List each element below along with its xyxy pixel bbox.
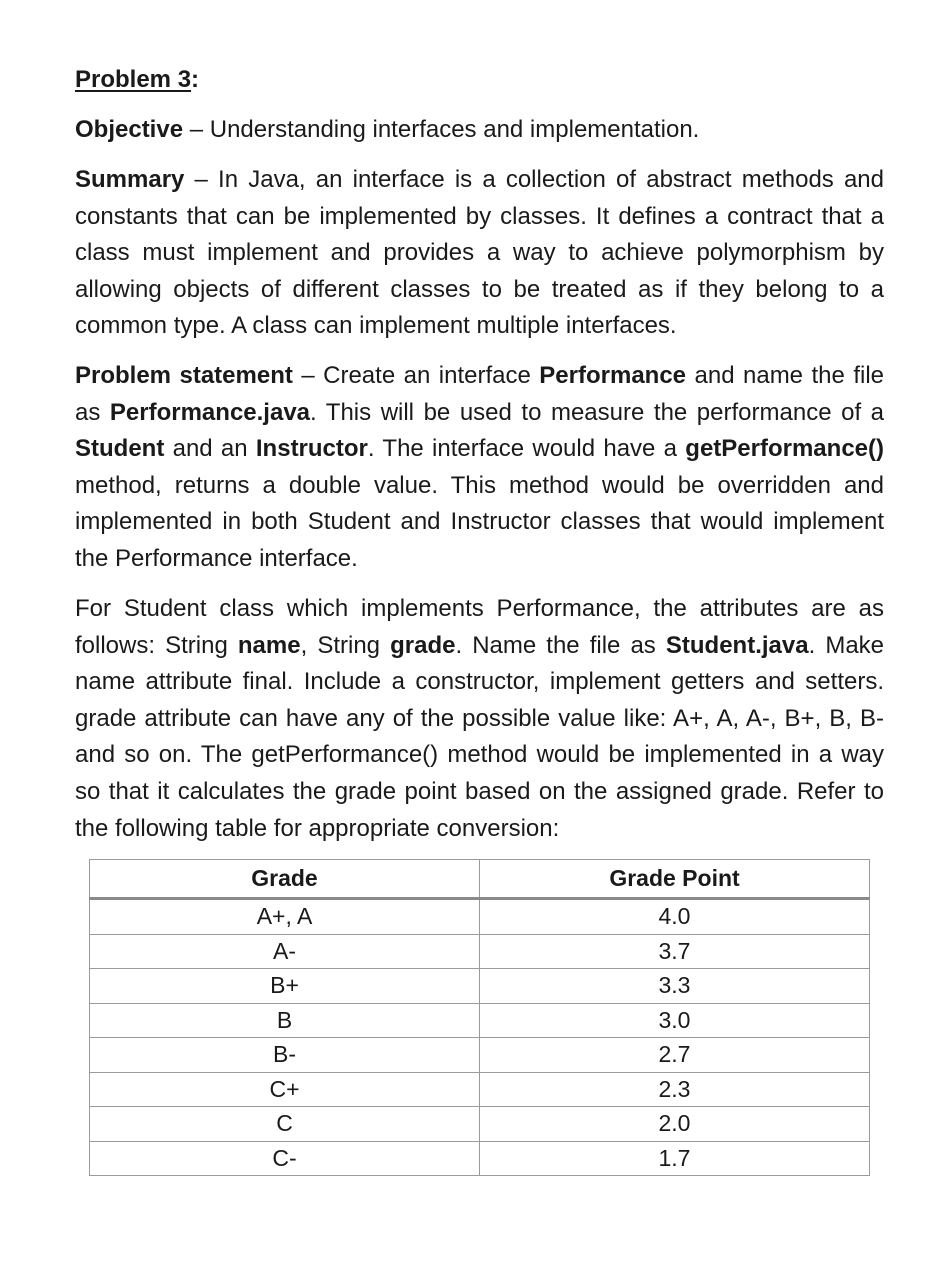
statement-bold-student: Student [75, 435, 165, 463]
student-text-4: . Make name attribute final. Include a constructor, implement getters and setters. grade attribute can have any of the possible value like: A+, A, A-, B+, B, B- and so on. The getPerformance() method would be implemented in a way so that it calculates the grade point based on the assigned grade. Refer to the following table for appropriate conversion: [75, 631, 885, 842]
table-row [90, 1107, 870, 1142]
statement-text-4: and an [164, 435, 256, 463]
grade-cell: C- [90, 1141, 480, 1176]
objective-label: Objective [75, 116, 184, 143]
grade-point-cell: 3.3 [480, 969, 870, 1004]
statement-bold-instructor: Instructor [255, 435, 368, 463]
grade-point-cell: 3.7 [480, 934, 870, 969]
grade-cell: B [90, 1003, 480, 1038]
table-row [90, 1072, 870, 1107]
grade-cell: B+ [90, 969, 480, 1004]
statement-bold-filename: Performance.java [109, 398, 311, 426]
grade-point-cell: 2.0 [480, 1107, 870, 1142]
grade-point-cell: 3.0 [480, 1003, 870, 1038]
table-header-row [90, 860, 870, 899]
grade-cell: A- [90, 934, 480, 969]
statement-text-5: . The interface would have a [367, 435, 686, 463]
summary-text: – In Java, an interface is a collection of abstract methods and constants that can be implemented by classes. It defines a contract that a class must implement and provides a way to achieve polymorphism by allowing objects of different classes to be treated as if they belong to a common type. A class can implement multiple interfaces. [75, 166, 884, 340]
student-text-3: . Name the file as [455, 631, 666, 659]
student-bold-filename: Student.java [665, 631, 809, 659]
grade-cell: C [90, 1107, 480, 1142]
student-text-1: For Student class which implements Performance, the attributes are as follows: String [75, 595, 884, 659]
table-row [90, 969, 870, 1004]
student-bold-name: name [237, 631, 301, 659]
header-grade-point: Grade Point [480, 860, 870, 899]
table-row [90, 1141, 870, 1176]
statement-bold-method: getPerformance() [685, 435, 884, 463]
grade-conversion-table [89, 859, 870, 1176]
problem-heading-colon: : [191, 66, 200, 93]
problem-heading [75, 62, 199, 98]
summary-label: Summary [75, 166, 185, 193]
student-text-2: , String [300, 631, 391, 659]
grade-point-cell: 1.7 [480, 1141, 870, 1176]
statement-text-6: method, returns a double value. This method would be overridden and implemented in both Student and Instructor classes that would implement the Performance interface. [75, 471, 884, 572]
summary-paragraph [75, 162, 884, 345]
statement-bold-performance: Performance [539, 362, 687, 389]
student-bold-grade: grade [390, 631, 456, 659]
grade-point-cell: 2.7 [480, 1038, 870, 1073]
objective-paragraph [75, 112, 884, 149]
grade-point-cell: 2.3 [480, 1072, 870, 1107]
objective-text: – Understanding interfaces and implementation. [183, 116, 700, 143]
statement-text-1: – Create an interface [292, 362, 540, 389]
grade-cell: B- [90, 1038, 480, 1073]
problem-heading-label: Problem 3 [75, 66, 192, 93]
statement-text-2: and name the file as [75, 362, 884, 426]
statement-text-3: . This will be used to measure the performance of a [310, 398, 885, 426]
grade-point-cell: 4.0 [480, 899, 870, 935]
header-grade: Grade [90, 860, 480, 899]
table-row [90, 1038, 870, 1073]
grade-cell: C+ [90, 1072, 480, 1107]
grade-cell: A+, A [90, 899, 480, 935]
problem-statement-paragraph [75, 358, 884, 578]
student-class-paragraph [75, 591, 884, 847]
table-row [90, 934, 870, 969]
table-row [90, 899, 870, 935]
statement-label: Problem statement [75, 362, 293, 389]
table-row [90, 1003, 870, 1038]
